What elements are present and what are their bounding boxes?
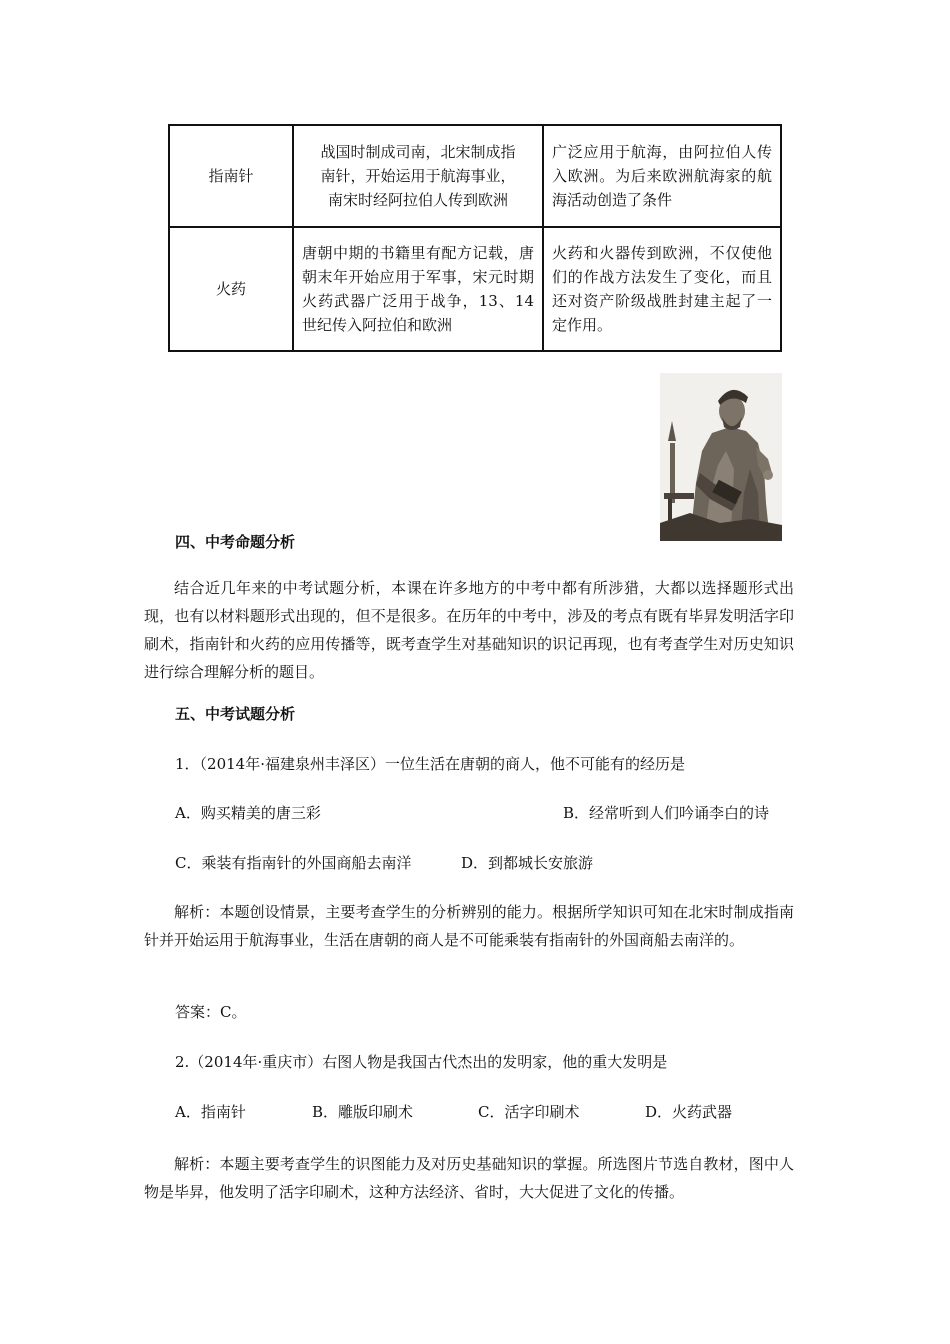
- table-row: [169, 125, 781, 227]
- question2-option-d: D．火药武器: [645, 1103, 733, 1121]
- inventions-table: [168, 124, 782, 352]
- section5-heading: 五、中考试题分析: [175, 705, 296, 723]
- question2-option-c: C．活字印刷术: [478, 1103, 580, 1121]
- table-row: [169, 227, 781, 351]
- invention-history: 唐朝中期的书籍里有配方记载，唐朝末年开始应用于军事，宋元时期火药武器广泛用于战争，13、14世纪传入阿拉伯和欧洲: [293, 227, 543, 351]
- question2-analysis: 解析：本题主要考查学生的识图能力及对历史基础知识的掌握。所选图片节选自教材，图中人物是毕昇，他发明了活字印刷术，这种方法经济、省时，大大促进了文化的传播。: [144, 1155, 794, 1201]
- question2-option-a: A．指南针: [175, 1103, 246, 1121]
- history-line: 战国时制成司南，北宋制成指: [320, 143, 516, 161]
- invention-impact: 广泛应用于航海，由阿拉伯人传入欧洲。为后来欧洲航海家的航海活动创造了条件: [543, 125, 781, 227]
- question2-stem: 2.（2014年·重庆市）右图人物是我国古代杰出的发明家，他的重大发明是: [175, 1053, 668, 1071]
- section4-heading: 四、中考命题分析: [175, 533, 296, 551]
- question1-option-c: C．乘装有指南针的外国商船去南洋: [175, 854, 412, 872]
- question2-option-b: B．雕版印刷术: [312, 1103, 414, 1121]
- invention-impact: 火药和火器传到欧洲，不仅使他们的作战方法发生了变化，而且还对资产阶级战胜封建主起了一定作用。: [543, 227, 781, 351]
- invention-name: 火药: [169, 227, 293, 351]
- history-line: 南宋时经阿拉伯人传到欧洲: [327, 191, 508, 209]
- invention-history: [293, 125, 543, 227]
- invention-name: 指南针: [169, 125, 293, 227]
- question1-option-b: B．经常听到人们吟诵李白的诗: [563, 804, 770, 822]
- question1-answer: 答案：C。: [175, 1003, 247, 1021]
- question1-option-a: A．购买精美的唐三彩: [175, 804, 321, 822]
- bi-sheng-statue-image: [660, 373, 782, 541]
- question1-analysis: 解析：本题创设情景，主要考查学生的分析辨别的能力。根据所学知识可知在北宋时制成指南针并开始运用于航海事业，生活在唐朝的商人是不可能乘装有指南针的外国商船去南洋的。: [144, 903, 794, 949]
- question1-stem: 1．（2014年·福建泉州丰泽区）一位生活在唐朝的商人，他不可能有的经历是: [175, 755, 685, 773]
- history-line: 南针，开始运用于航海事业，: [320, 167, 516, 185]
- question1-option-d: D．到都城长安旅游: [461, 854, 594, 872]
- section4-paragraph: 结合近几年来的中考试题分析，本课在许多地方的中考中都有所涉猎，大都以选择题形式出现，也有以材料题形式出现的，但不是很多。在历年的中考中，涉及的考点有既有毕昇发明活字印刷术，指南针和火药的应用传播等，既考查学生对基础知识的识记再现，也有考查学生对历史知识进行综合理解分析的题目。: [144, 579, 794, 681]
